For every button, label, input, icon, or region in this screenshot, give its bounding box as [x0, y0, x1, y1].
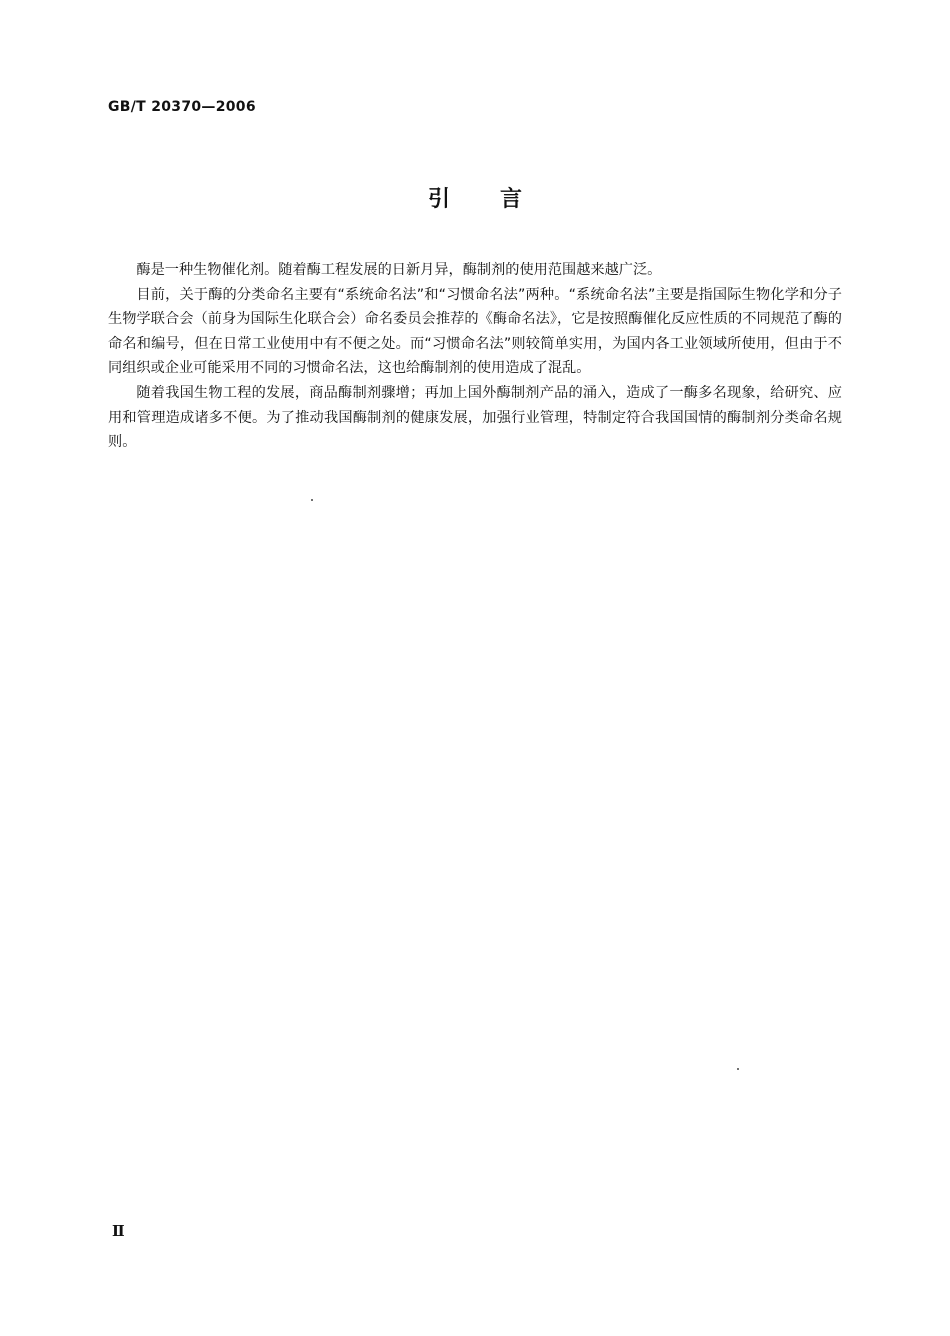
paragraph-3: 随着我国生物工程的发展，商品酶制剂骤增；再加上国外酶制剂产品的涌入，造成了一酶多名现象，给研究、应用和管理造成诸多不便。为了推动我国酶制剂的健康发展，加强行业管理，特制定符合我国国情的酶制剂分类命名规则。 — [108, 384, 842, 451]
page-number: Ⅱ — [112, 1222, 125, 1240]
scan-speck — [311, 499, 313, 501]
body-text — [108, 258, 842, 455]
standard-code-header: GB/T 20370—2006 — [108, 99, 256, 115]
paragraph-1: 酶是一种生物催化剂。随着酶工程发展的日新月异，酶制剂的使用范围越来越广泛。 — [136, 262, 662, 278]
scan-speck — [737, 1068, 739, 1070]
paragraph-2: 目前，关于酶的分类命名主要有“系统命名法”和“习惯命名法”两种。“系统命名法”主要是指国际生物化学和分子生物学联合会（前身为国际生化联合会）命名委员会推荐的《酶命名法》，它是按照酶催化反应性质的不同规范了酶的命名和编号，但在日常工业使用中有不便之处。而“习惯命名法”则较简单实用，为国内各工业领域所使用，但由于不同组织或企业可能采用不同的习惯命名法，这也给酶制剂的使用造成了混乱。 — [108, 286, 842, 377]
page-title: 引言 — [427, 187, 572, 212]
